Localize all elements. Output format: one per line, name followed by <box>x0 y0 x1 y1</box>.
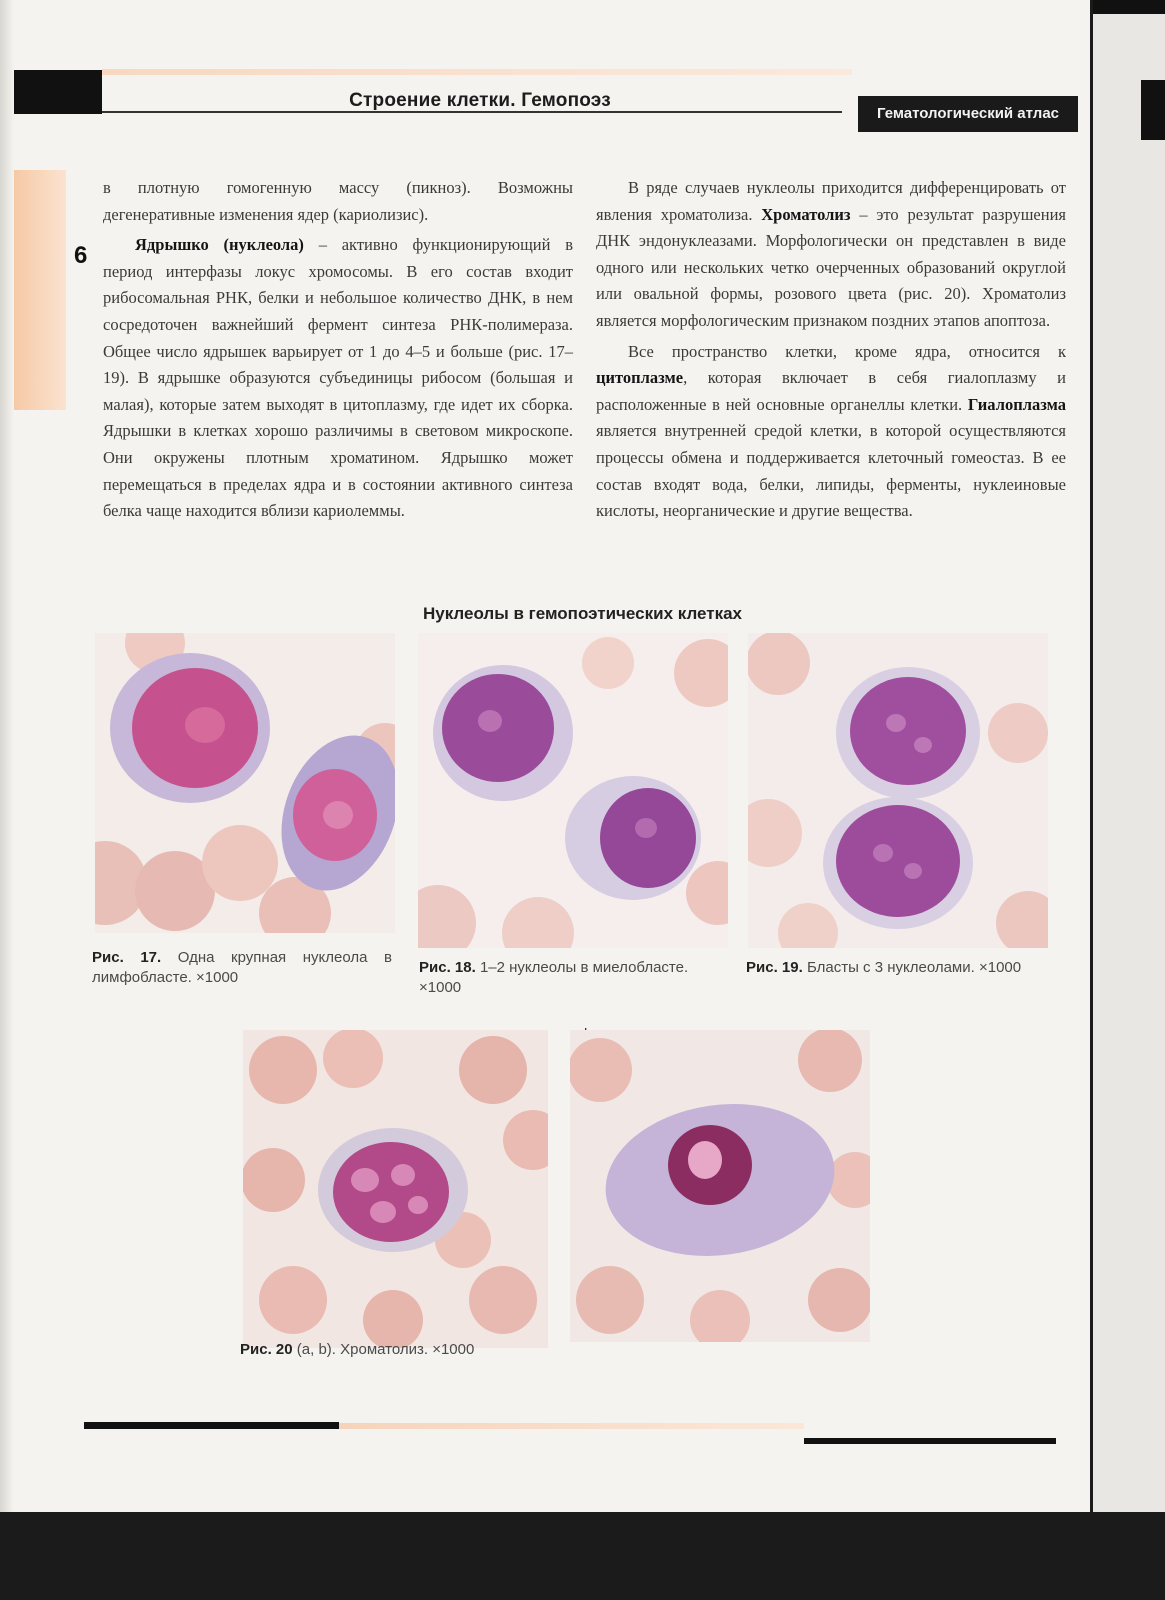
paragraph <box>596 175 1066 335</box>
caption-fig18-label: Рис. <box>419 959 451 976</box>
caption-fig18 <box>419 958 719 998</box>
caption-fig17-text: Одна крупная нуклеола в лимфобласте. ×1000 <box>92 949 392 986</box>
paragraph <box>103 232 573 525</box>
caption-fig20-label: Рис. <box>240 1341 272 1358</box>
text-run: Все пространство клетки, кроме ядра, относится к <box>628 341 1066 361</box>
micrograph-fig17 <box>95 633 395 933</box>
micrograph-fig19 <box>748 633 1048 948</box>
micrograph-fig20b <box>570 1030 870 1342</box>
adjacent-page-edge <box>1093 0 1165 1512</box>
footer-rule-left <box>84 1422 339 1429</box>
caption-fig20 <box>240 1340 840 1360</box>
figures-heading: Нуклеолы в гемопоэтических клетках <box>422 604 743 623</box>
blasts-micrograph <box>748 633 1048 948</box>
micrograph-fig18 <box>418 633 728 948</box>
book-title-badge: Гематологический атлас <box>858 96 1078 132</box>
caption-fig19 <box>746 958 1046 978</box>
text-run: , которая включает в себя гиалоплазму и расположенные в ней основные органеллы клетки. <box>596 368 1066 414</box>
adjacent-page-tab <box>1141 80 1165 140</box>
caption-fig18-text: 1–2 нуклеолы в миелобласте. ×1000 <box>419 959 689 996</box>
caption-fig18-number: 18. <box>454 959 476 976</box>
text-column-left <box>103 175 573 525</box>
term-bold: цитоплазме <box>596 368 684 388</box>
caption-fig19-number: 19. <box>781 959 803 976</box>
caption-fig19-label: Рис. <box>746 959 778 976</box>
paragraph <box>103 175 573 228</box>
caption-fig17-label: Рис. <box>92 949 124 966</box>
lymphoblast-micrograph <box>95 633 395 933</box>
adjacent-page-bar <box>1093 0 1165 14</box>
text-column-right <box>596 175 1066 525</box>
caption-fig17 <box>92 948 392 988</box>
chromatolysis-micrograph-b <box>570 1030 870 1342</box>
myeloblast-micrograph <box>418 633 728 948</box>
micrograph-fig20a <box>243 1030 548 1348</box>
chromatolysis-micrograph-a <box>243 1030 548 1348</box>
text-run: является внутренней средой клетки, в которой осуществляются процессы обмена и поддерживается клеточный гомеостаз. В ее состав входят вода, белки, липиды, ферменты, нуклеиновые кислоты, неорганические и другие вещества. <box>596 421 1066 521</box>
header-accent-band <box>102 69 852 75</box>
margin-tab <box>14 170 66 410</box>
running-title: Строение клетки. Гемопоэз <box>349 90 611 111</box>
paragraph <box>596 339 1066 525</box>
footer-rule-right <box>804 1438 1056 1444</box>
page-gutter-shadow <box>0 0 14 1512</box>
caption-fig19-text: Бласты с 3 нуклеолами. ×1000 <box>806 959 1022 976</box>
caption-fig20-text: (a, b). Хроматолиз. ×1000 <box>296 1341 475 1358</box>
text-run: в плотную гомогенную массу (пикноз). Возможны дегенеративные изменения ядер (кариолизис). <box>103 178 573 224</box>
header-black-block <box>14 70 102 114</box>
text-run: В ряде случаев нуклеолы приходится дифференцировать от явления хроматолиза. <box>596 178 1066 224</box>
page-number: 6 <box>74 242 88 269</box>
caption-fig20-number: 20 <box>275 1341 293 1358</box>
caption-fig17-number: 17. <box>140 949 162 966</box>
text-run: – активно функционирующий в период интерфазы локус хромосомы. В его состав входит рибосомальная РНК, белки и небольшое количество ДНК, в нем сосредоточен важнейший фермент синтеза РНК-полимераза. Общее число ядрышек варьирует от 1 до 4–5 и больше (рис. 17–19). В ядрышке образуются субъединицы рибосом (большая и малая), которые затем выходят в цитоплазму, где идет их сборка. Ядрышки в клетках хорошо различимы в световом микроскопе. Они окружены плотным хроматином. Ядрышко может перемещаться в пределах ядра и в состоянии активного синтеза белка чаще находится вблизи кариолеммы. <box>103 235 573 521</box>
term-bold: Хроматолиз <box>761 204 851 224</box>
footer-accent-band <box>339 1423 804 1429</box>
term-bold: Гиалоплазма <box>967 394 1066 414</box>
term-bold: Ядрышко (нуклеола) <box>135 235 304 255</box>
text-run: – это результат разрушения ДНК эндонуклеазами. Морфологически он представлен в виде одного или нескольких четко очерченных образований округлой или овальной формы, розового цвета (рис. 20). Хроматолиз является морфологическим признаком поздних этапов апоптоза. <box>596 204 1066 330</box>
